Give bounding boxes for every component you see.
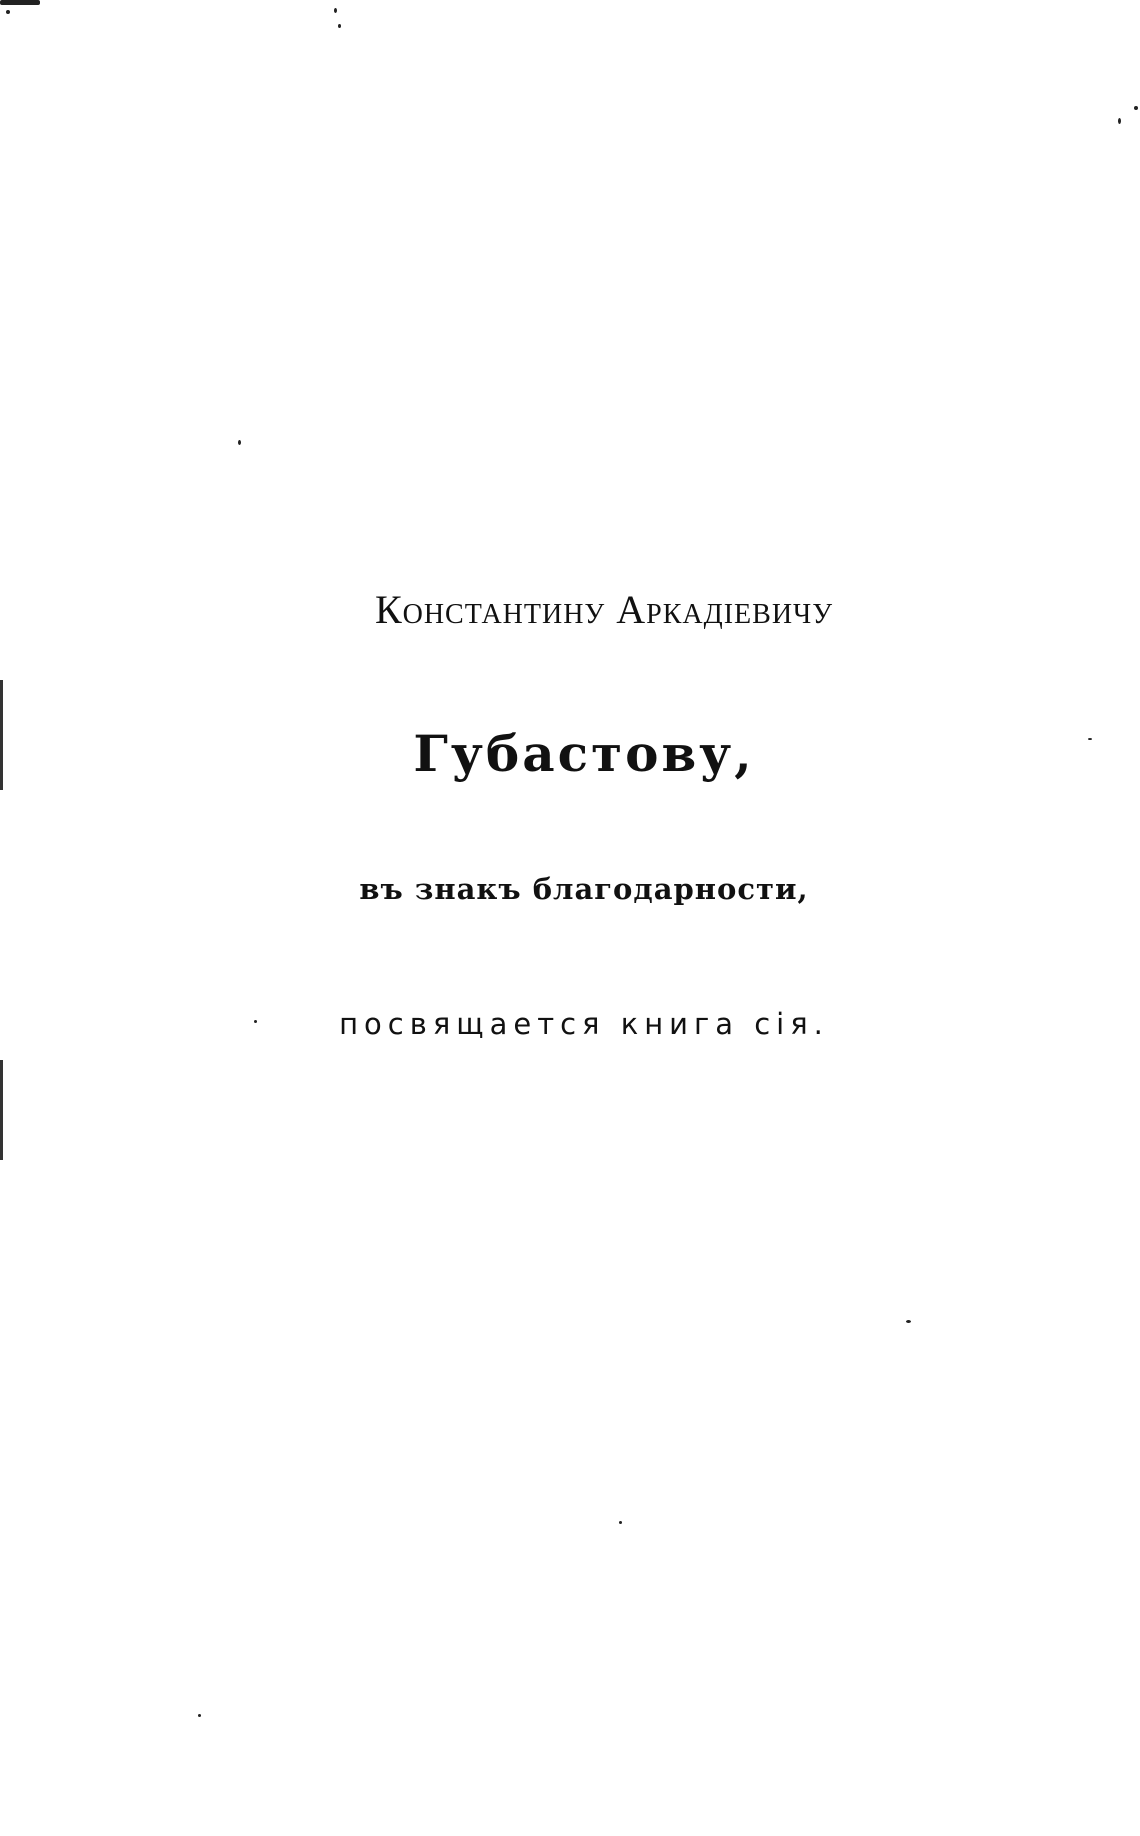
scan-speck	[238, 440, 241, 445]
scan-speck	[906, 1320, 911, 1323]
scan-speck	[254, 1020, 257, 1023]
scan-speck	[0, 0, 40, 5]
scan-edge-mark	[0, 680, 3, 790]
dedication-line: посвящается книга сія.	[339, 1007, 829, 1041]
addressee-surname: Губастову,	[413, 724, 755, 783]
scan-edge-mark	[0, 1060, 3, 1160]
addressee-name: Константину Аркадіевичу	[374, 587, 834, 632]
scan-speck	[334, 8, 337, 13]
scan-speck	[1088, 738, 1092, 740]
scan-speck	[1118, 118, 1121, 124]
scan-speck	[198, 1714, 201, 1717]
scan-speck	[338, 24, 341, 28]
gratitude-line: въ знакъ благодарности,	[359, 872, 809, 906]
scan-speck	[1134, 106, 1138, 110]
scan-speck	[6, 10, 10, 14]
scan-speck	[619, 1521, 622, 1524]
